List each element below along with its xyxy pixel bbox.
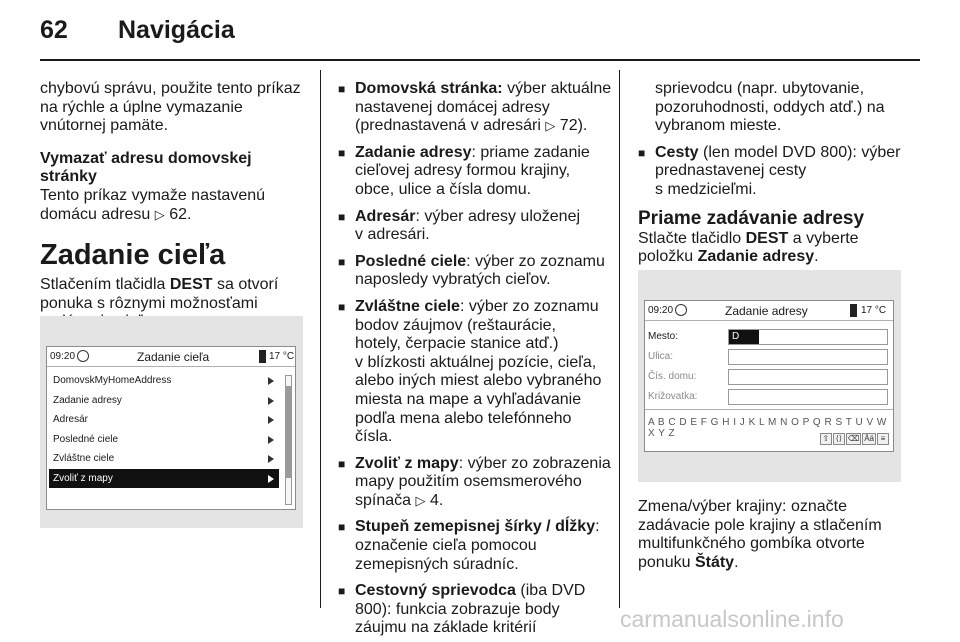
- item-text: spínača: [355, 491, 412, 509]
- street-row: [648, 349, 888, 365]
- screen-title: Zadanie cieľa: [137, 350, 210, 364]
- item-text: (iba DVD: [520, 582, 586, 600]
- chevron-right-icon: [268, 455, 274, 463]
- destination-menu: [49, 371, 279, 488]
- item-ref: 4.: [429, 491, 444, 509]
- item-text: : výber adresy uloženej: [415, 207, 581, 225]
- direct-text-2: [638, 248, 920, 267]
- city-value: D: [729, 330, 759, 344]
- phone-icon: [259, 350, 266, 363]
- item-text: v adresári.: [355, 226, 430, 244]
- item-text: (prednastavená v adresári: [355, 117, 541, 135]
- list-item-select-from-map: [338, 455, 613, 511]
- house-number-label: Čís. domu:: [648, 371, 697, 382]
- item-text: mapy použitím osemsmerového: [355, 473, 582, 491]
- list-item-coordinates: [338, 518, 613, 574]
- direct-text-1: [638, 230, 920, 249]
- left-column: [40, 80, 312, 332]
- list-item-special-destinations: [338, 298, 613, 447]
- city-label: Mesto:: [648, 331, 679, 342]
- street-input[interactable]: [728, 349, 888, 365]
- scrollbar-thumb[interactable]: [286, 386, 291, 478]
- item-text: čísla.: [355, 428, 393, 446]
- menu-item-label: Adresár: [53, 414, 89, 425]
- menu-item-last-destinations[interactable]: [49, 430, 279, 450]
- intro-line-1: chybovú správu, použite tento príkaz: [40, 80, 301, 97]
- item-text: nastavenej domácej adresy: [355, 98, 550, 116]
- item-text: podľa mena alebo telefónneho: [355, 409, 572, 427]
- screen-time: 09:20: [50, 351, 76, 362]
- item-text: naposledy vybratých cieľov.: [355, 271, 551, 289]
- item-title: Adresár: [355, 207, 416, 225]
- menu-item-home[interactable]: [49, 371, 279, 391]
- middle-column: [338, 80, 613, 642]
- menu-item-label: Zvoliť z mapy: [53, 472, 113, 484]
- section-text-1: [40, 276, 312, 295]
- section-text-1a: Stlačením tlačidla: [40, 276, 166, 294]
- keyboard-divider: [645, 409, 893, 410]
- chevron-right-icon: [268, 475, 274, 483]
- menu-item-address-entry[interactable]: [49, 391, 279, 411]
- country-text-4: [638, 554, 920, 573]
- item-text: v blízkosti aktuálnej pozície, cieľa,: [355, 353, 597, 371]
- item-text: : výber zo zobrazenia: [458, 454, 611, 472]
- country-text-3: multifunkčného gombíka otvorte: [638, 535, 865, 553]
- right-column-lower: [638, 498, 920, 572]
- chevron-right-icon: [268, 397, 274, 405]
- subsection-text-2a: domácu adresu: [40, 205, 151, 223]
- list-item-routes: [638, 144, 920, 200]
- list-button[interactable]: ≡: [877, 433, 889, 445]
- watermark: carmanualsonline.info: [620, 606, 844, 632]
- item-text: s medzicieľmi.: [655, 180, 757, 198]
- clock-icon: [77, 350, 89, 362]
- text-part: a vyberte: [792, 229, 859, 247]
- item-text: prednastavenej cesty: [655, 162, 807, 180]
- column-divider-1: [320, 70, 321, 608]
- item-text: zemepisných súradníc.: [355, 555, 519, 573]
- page-header: [40, 16, 920, 60]
- chevron-right-icon: [268, 377, 274, 385]
- item-text: výber aktuálne: [507, 80, 612, 97]
- menu-item-address-book[interactable]: [49, 410, 279, 430]
- right-column: [638, 80, 920, 267]
- intersection-label: Križovatka:: [648, 391, 698, 402]
- item-title: Domovská stránka:: [355, 80, 503, 97]
- list-item-travel-guide: [338, 582, 613, 638]
- dest-button-label: DEST: [745, 229, 789, 247]
- continued-text-2: pozoruhodnosti, oddych atď.) na: [655, 98, 885, 116]
- item-text: obce, ulice a čísla domu.: [355, 180, 532, 198]
- special-chars-button[interactable]: Ää: [864, 434, 874, 443]
- text-part: Stlačte tlačidlo: [638, 229, 742, 247]
- header-divider: [40, 59, 920, 61]
- subsection-ref: 62.: [169, 205, 192, 223]
- country-text-1: Zmena/výber krajiny: označte: [638, 498, 847, 515]
- item-title: Cesty: [655, 143, 699, 161]
- item-text: :: [595, 518, 600, 536]
- screen-temperature: 17 °C: [861, 305, 887, 316]
- menu-item-select-from-map[interactable]: [49, 469, 279, 489]
- item-title: Zvoliť z mapy: [355, 454, 459, 472]
- item-ref: 72).: [559, 117, 588, 135]
- screen-title: Zadanie adresy: [725, 304, 808, 318]
- subsection-text-1: Tento príkaz vymaže nastavenú: [40, 186, 266, 204]
- country-text-2: zadávacie pole krajiny a stlačením: [638, 516, 882, 534]
- page-number: 62: [40, 16, 68, 44]
- menu-item-label: Zadanie adresy: [53, 394, 122, 406]
- screen-title-bar: [645, 301, 893, 321]
- item-title: Zvláštne ciele: [355, 297, 460, 315]
- city-row: [648, 329, 888, 345]
- screen-frame: [644, 300, 894, 452]
- reference-arrow-icon: ▷: [415, 492, 426, 508]
- chevron-right-icon: [268, 416, 274, 424]
- dest-button-label: DEST: [169, 276, 213, 294]
- section-text-1c: sa otvorí: [216, 276, 279, 294]
- menu-scrollbar[interactable]: [285, 375, 292, 505]
- destination-menu-screenshot: [40, 316, 303, 528]
- shift-button[interactable]: ⇧: [820, 433, 832, 445]
- page-title: Navigácia: [118, 16, 235, 44]
- clock-icon: [675, 304, 687, 316]
- reference-arrow-icon: ▷: [154, 206, 165, 222]
- address-entry-screenshot: [638, 270, 901, 482]
- continued-text-3: vybranom mieste.: [655, 117, 782, 135]
- continued-text-1: sprievodcu (napr. ubytovanie,: [655, 80, 865, 97]
- item-title: Cestovný sprievodca: [355, 582, 516, 600]
- item-text: záujmu na základe kritérií: [355, 619, 537, 637]
- text-part: .: [734, 553, 739, 571]
- item-text: miesta na mape a vyhľadávanie: [355, 390, 582, 408]
- item-text: : výber zo zoznamu: [466, 252, 605, 270]
- intersection-row: [648, 389, 888, 405]
- menu-name: Zadanie adresy: [697, 248, 815, 266]
- menu-item-special-destinations[interactable]: [49, 449, 279, 469]
- menu-name: Štáty: [694, 553, 735, 571]
- alphabet-speller[interactable]: A B C D E F G H I J K L M N O P Q R S T U V W X Y Z: [648, 417, 887, 439]
- screen-temperature: 17 °C: [269, 351, 295, 362]
- item-text: (len model DVD 800): výber: [703, 143, 901, 161]
- intro-line-2: na rýchle a úplne vymazanie: [40, 98, 243, 116]
- item-title: Posledné ciele: [355, 252, 467, 270]
- text-part: .: [814, 248, 819, 266]
- list-item-home: [338, 80, 613, 136]
- direct-address-heading: Priame zadávanie adresy: [638, 207, 865, 229]
- reference-arrow-icon: ▷: [545, 118, 556, 134]
- item-text: označenie cieľa pomocou: [355, 537, 537, 555]
- text-part: položku: [638, 248, 694, 266]
- subsection-text-2: [40, 206, 312, 225]
- menu-item-label: Zvláštne ciele: [53, 453, 115, 464]
- item-title: Zadanie adresy: [355, 143, 472, 161]
- menu-item-label: Posledné ciele: [53, 433, 119, 445]
- item-text: : výber zo zoznamu: [459, 297, 599, 315]
- screen-frame: [46, 346, 296, 510]
- subsection-heading: Vymazať adresu domovskej stránky: [40, 149, 252, 186]
- item-title: Stupeň zemepisnej šírky / dĺžky: [355, 518, 596, 536]
- item-text: alebo iných miest alebo vybraného: [355, 372, 602, 390]
- house-number-input[interactable]: [728, 369, 888, 385]
- item-text: 800): funkcia zobrazuje body: [355, 600, 560, 618]
- list-item-last-destinations: [338, 253, 613, 290]
- item-text: cieľovej adresy formou krajiny,: [355, 162, 571, 180]
- house-number-row: [648, 369, 888, 385]
- item-text: bodov záujmov (reštaurácie,: [355, 316, 556, 334]
- screen-time: 09:20: [648, 305, 674, 316]
- item-text: : priame zadanie: [471, 143, 590, 161]
- list-item-address-book: [338, 208, 613, 245]
- column-divider-2: [619, 70, 620, 608]
- chevron-right-icon: [268, 436, 274, 444]
- menu-item-label: DomovskMyHomeAddress: [53, 375, 172, 386]
- phone-icon: [850, 304, 857, 317]
- speller-buttons: [820, 433, 889, 445]
- intro-line-3: vnútornej pamäte.: [40, 117, 169, 135]
- section-heading: Zadanie cieľa: [40, 239, 226, 272]
- item-text: hotely, čerpacie stanice atď.): [355, 335, 559, 353]
- list-item-address-entry: [338, 144, 613, 200]
- backspace-button[interactable]: ⌫: [847, 434, 860, 443]
- cursor-move-button[interactable]: ⟨⟩: [833, 433, 845, 445]
- screen-title-bar: [47, 347, 295, 367]
- intersection-input[interactable]: [728, 389, 888, 405]
- city-input[interactable]: [728, 329, 888, 345]
- section-text-2: ponuka s rôznymi možnosťami: [40, 294, 258, 312]
- street-label: Ulica:: [648, 351, 674, 362]
- text-part: ponuku: [638, 553, 691, 571]
